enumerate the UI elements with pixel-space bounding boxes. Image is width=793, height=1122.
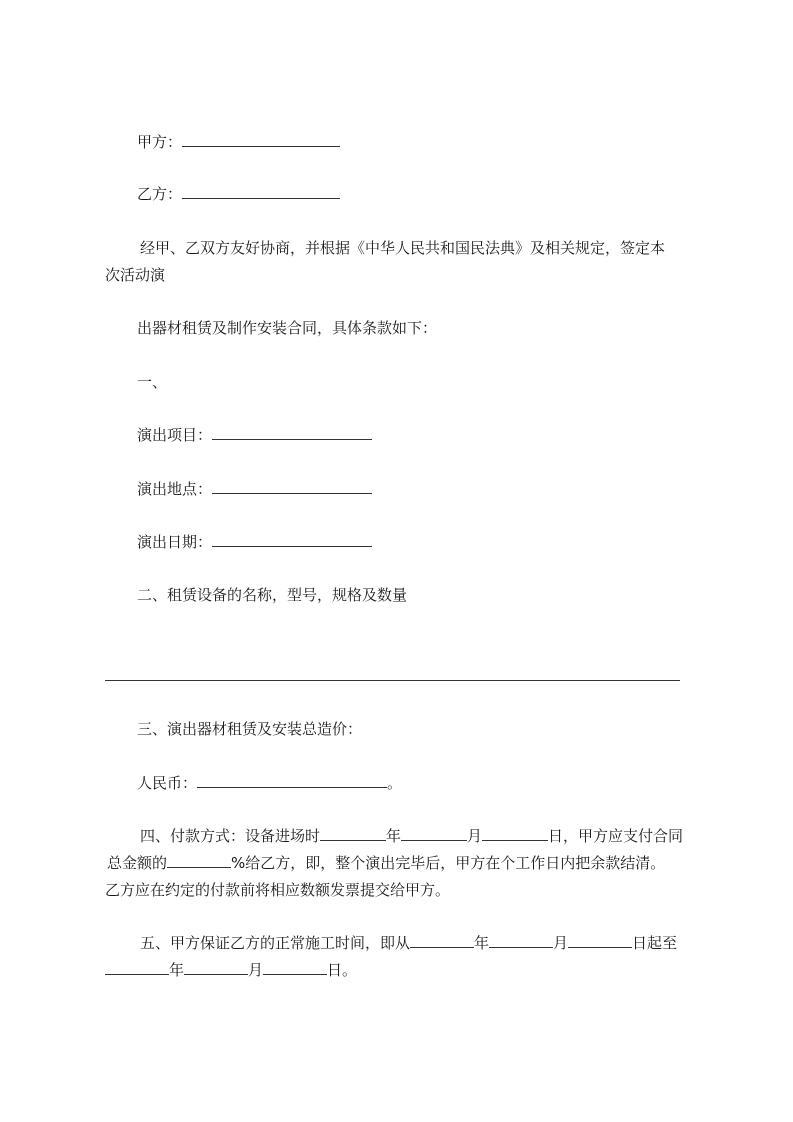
date-line (137, 532, 372, 552)
construction-line-2 (105, 960, 357, 980)
construction-text-7: 日。 (327, 961, 358, 979)
payment-line-2 (107, 853, 665, 873)
payment-year-blank[interactable] (320, 826, 386, 841)
start-day-blank[interactable] (568, 933, 632, 948)
location-label: 演出地点： (137, 480, 213, 498)
section1-heading: 一、 (137, 373, 168, 391)
party-a-label: 甲方： (137, 133, 183, 151)
location-line (137, 479, 372, 499)
rmb-blank[interactable] (197, 773, 387, 788)
intro-line-2: 次活动演 (105, 266, 166, 284)
payment-text-2: 年 (386, 827, 402, 845)
construction-text-3: 月 (553, 934, 569, 952)
party-a-blank[interactable] (182, 132, 340, 147)
party-b-line (137, 184, 340, 204)
payment-line-3: 乙方应在约定的付款前将相应数额发票提交给甲方。 (105, 881, 451, 899)
payment-text-1: 四、付款方式：设备进场时 (140, 827, 321, 845)
section2-heading: 二、租赁设备的名称，型号，规格及数量 (137, 586, 408, 604)
start-month-blank[interactable] (489, 933, 553, 948)
party-b-label: 乙方： (137, 185, 183, 203)
payment-text-3: 月 (467, 827, 483, 845)
project-blank[interactable] (212, 425, 372, 440)
construction-text-4: 日起至 (632, 934, 678, 952)
payment-text-6: %给乙方，即，整个演出完毕后，甲方在个工作日内把余款结清。 (231, 854, 666, 872)
payment-percent-blank[interactable] (167, 853, 231, 868)
party-a-line (137, 132, 340, 152)
rmb-end: 。 (387, 774, 403, 792)
project-label: 演出项目： (137, 426, 213, 444)
date-blank[interactable] (212, 532, 372, 547)
payment-month-blank[interactable] (401, 826, 467, 841)
section3-heading: 三、演出器材租赁及安装总造价： (137, 720, 363, 738)
rmb-label: 人民币： (137, 774, 198, 792)
end-year-blank[interactable] (105, 960, 169, 975)
construction-line-1 (140, 933, 677, 953)
construction-text-1: 五、甲方保证乙方的正常施工时间，即从 (140, 934, 411, 952)
payment-line-1 (140, 826, 683, 846)
party-b-blank[interactable] (182, 184, 340, 199)
start-year-blank[interactable] (410, 933, 474, 948)
intro-line-3: 出器材租赁及制作安装合同，具体条款如下： (137, 319, 438, 337)
construction-text-6: 月 (248, 961, 264, 979)
end-day-blank[interactable] (263, 960, 327, 975)
rmb-line (137, 773, 402, 793)
location-blank[interactable] (212, 479, 372, 494)
end-month-blank[interactable] (184, 960, 248, 975)
intro-line-1: 经甲、乙双方友好协商，并根据《中华人民共和国民法典》及相关规定，签定本 (140, 239, 666, 257)
construction-text-2: 年 (474, 934, 490, 952)
construction-text-5: 年 (169, 961, 185, 979)
equipment-blank[interactable] (105, 680, 680, 681)
payment-text-4: 日，甲方应支付合同 (548, 827, 684, 845)
project-line (137, 425, 372, 445)
payment-day-blank[interactable] (482, 826, 548, 841)
date-label: 演出日期： (137, 533, 213, 551)
payment-text-5: 总金额的 (107, 854, 168, 872)
